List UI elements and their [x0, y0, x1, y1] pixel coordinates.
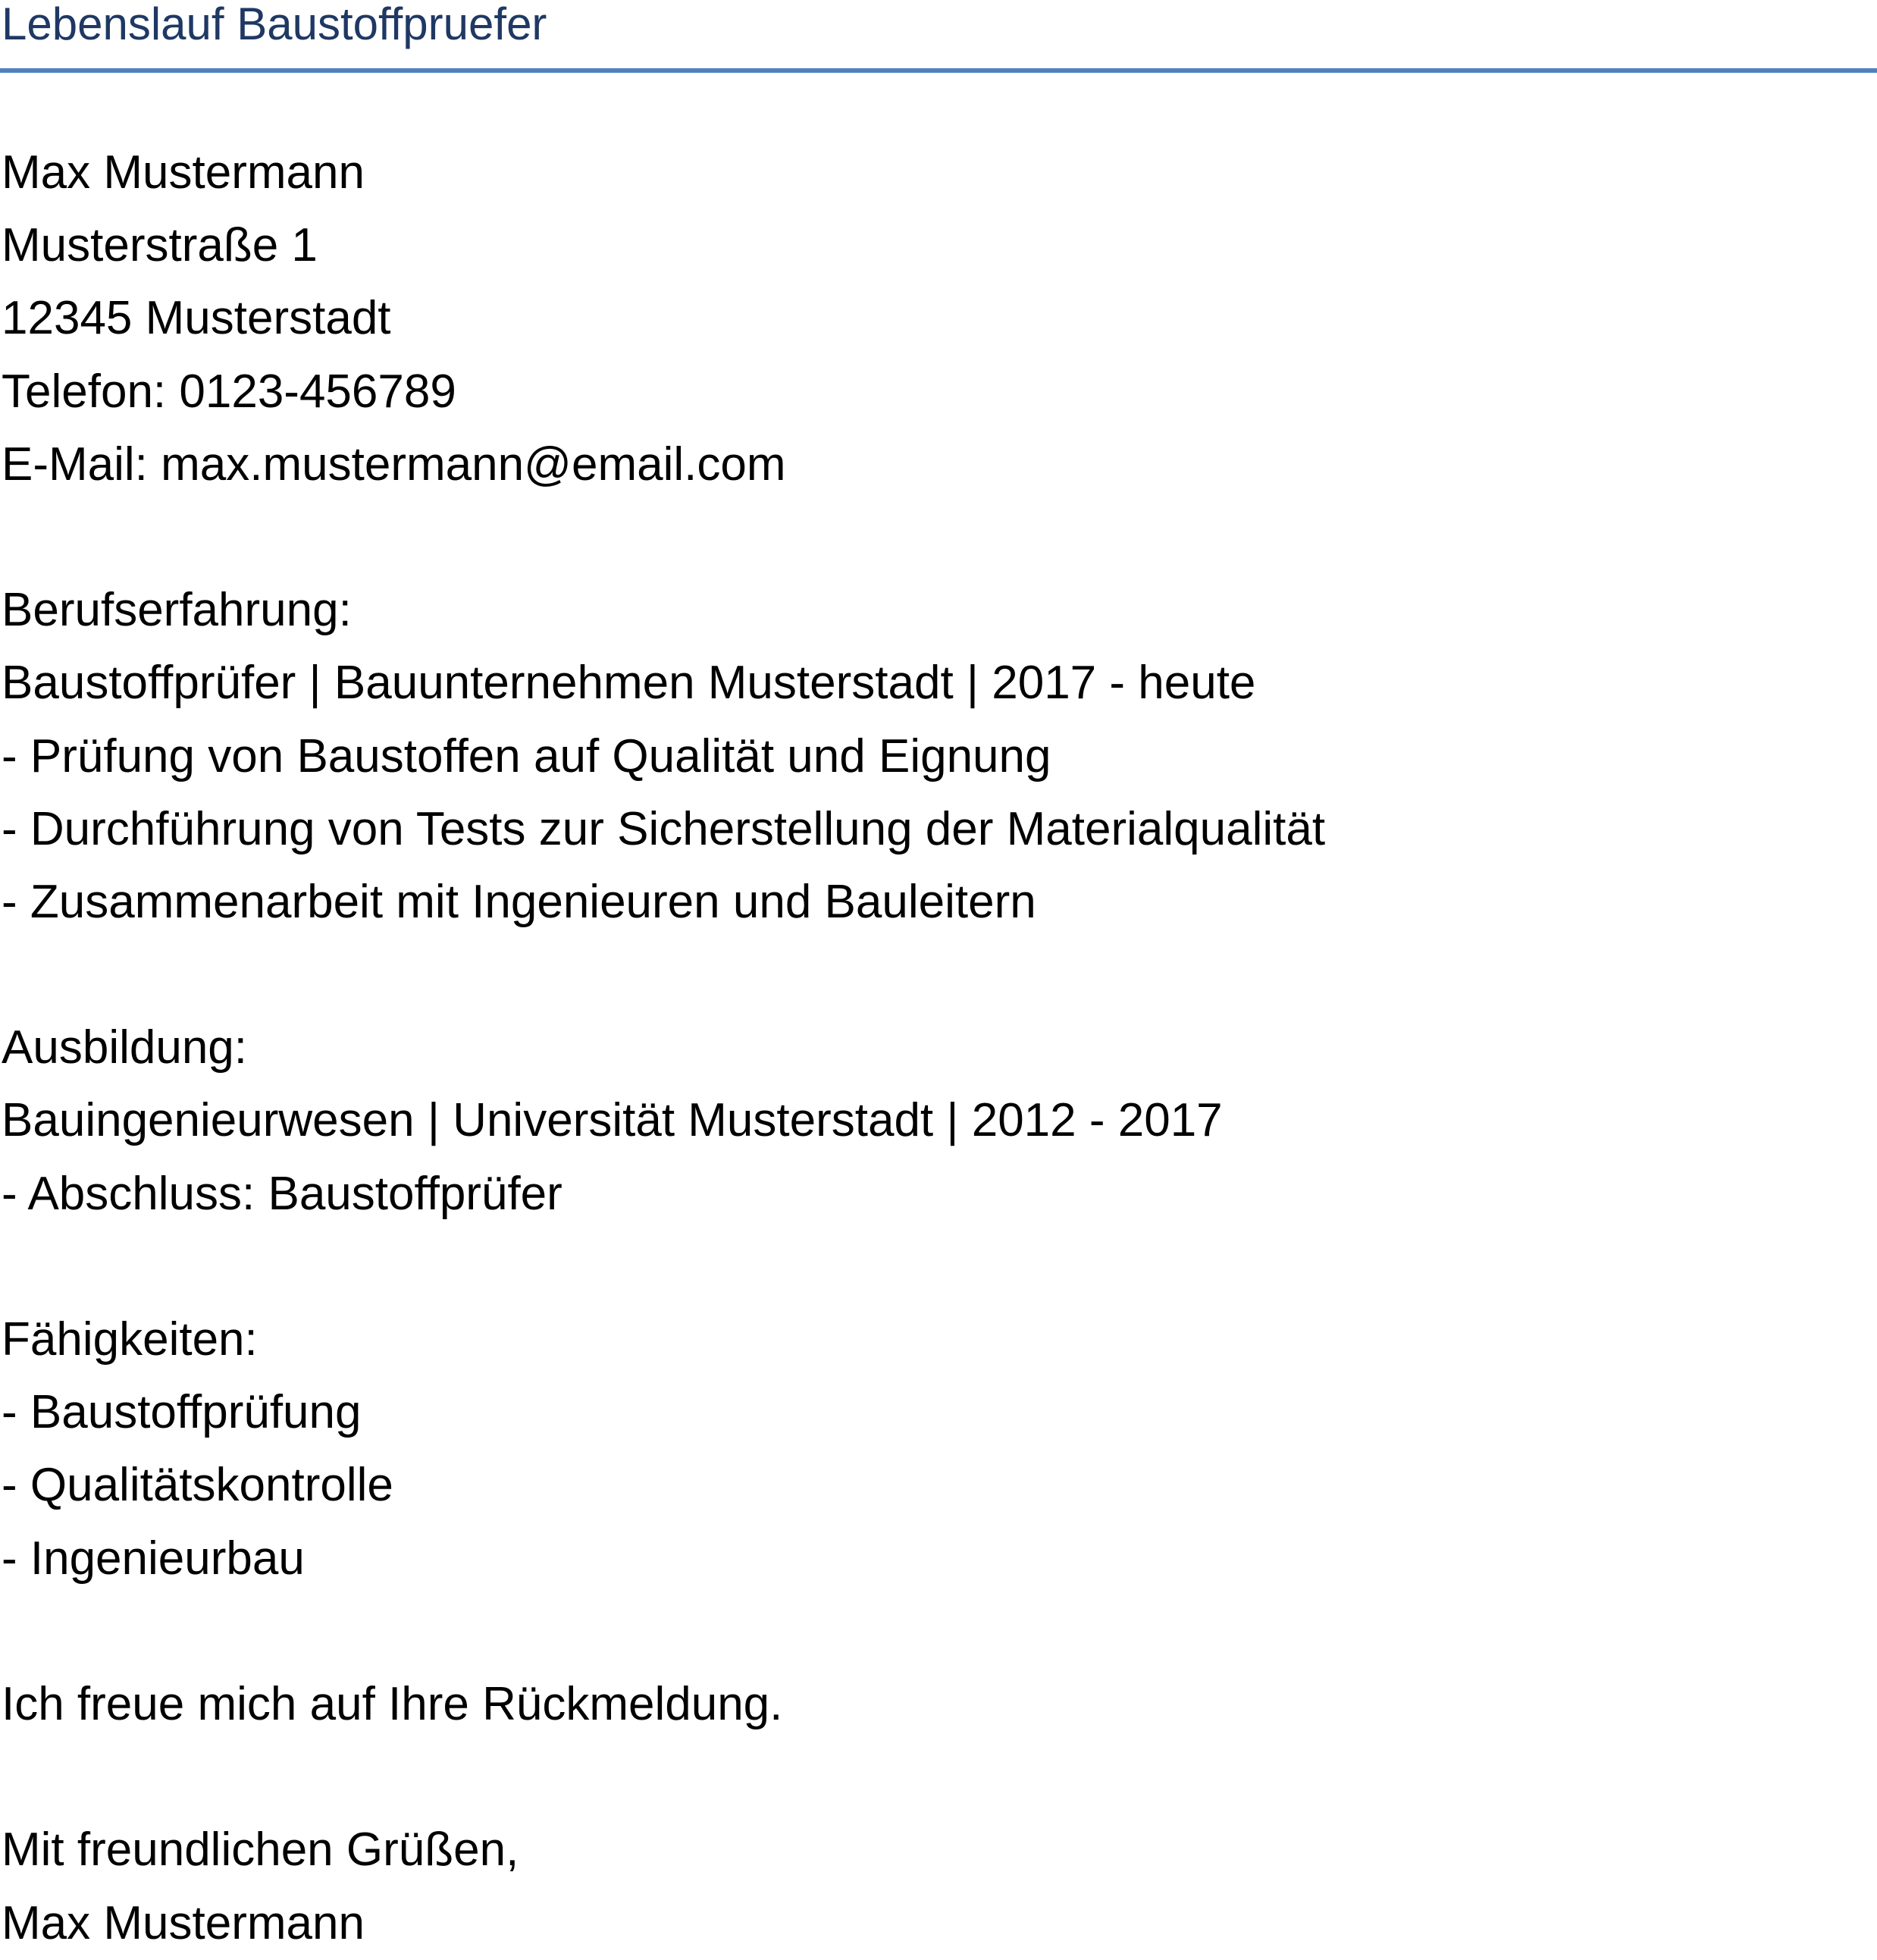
contact-street: Musterstraße 1 [2, 219, 318, 272]
contact-email: E-Mail: max.mustermann@email.com [2, 437, 786, 491]
education-heading: Ausbildung: [2, 1021, 248, 1074]
closing-note: Ich freue mich auf Ihre Rückmeldung. [2, 1677, 783, 1730]
experience-duty: - Durchführung von Tests zur Sicherstellung der Materialqualität [2, 802, 1326, 855]
closing-signature: Max Mustermann [2, 1896, 365, 1949]
skills-heading: Fähigkeiten: [2, 1313, 258, 1366]
title-underline [0, 68, 1877, 73]
closing-salutation: Mit freundlichen Grüßen, [2, 1824, 519, 1877]
experience-position: Baustoffprüfer | Bauunternehmen Musterstadt | 2017 - heute [2, 657, 1256, 710]
education-detail: - Abschluss: Baustoffprüfer [2, 1167, 562, 1220]
education-program: Bauingenieurwesen | Universität Musterstadt | 2012 - 2017 [2, 1094, 1223, 1147]
skill-item: - Qualitätskontrolle [2, 1459, 393, 1512]
experience-duty: - Prüfung von Baustoffen auf Qualität und Eignung [2, 729, 1051, 782]
contact-city: 12345 Musterstadt [2, 292, 391, 345]
spacer [2, 1595, 1874, 1668]
experience-heading: Berufserfahrung: [2, 584, 352, 637]
document-title: Lebenslauf Baustoffpruefer [2, 0, 547, 49]
skill-item: - Ingenieurbau [2, 1532, 305, 1585]
spacer [2, 1231, 1874, 1303]
experience-duty: - Zusammenarbeit mit Ingenieuren und Bauleitern [2, 875, 1036, 928]
spacer [2, 1741, 1874, 1814]
resume-body [2, 136, 1874, 1960]
spacer [2, 939, 1874, 1011]
contact-name: Max Mustermann [2, 146, 365, 199]
spacer [2, 501, 1874, 574]
contact-phone: Telefon: 0123-456789 [2, 365, 456, 418]
skill-item: - Baustoffprüfung [2, 1386, 362, 1439]
